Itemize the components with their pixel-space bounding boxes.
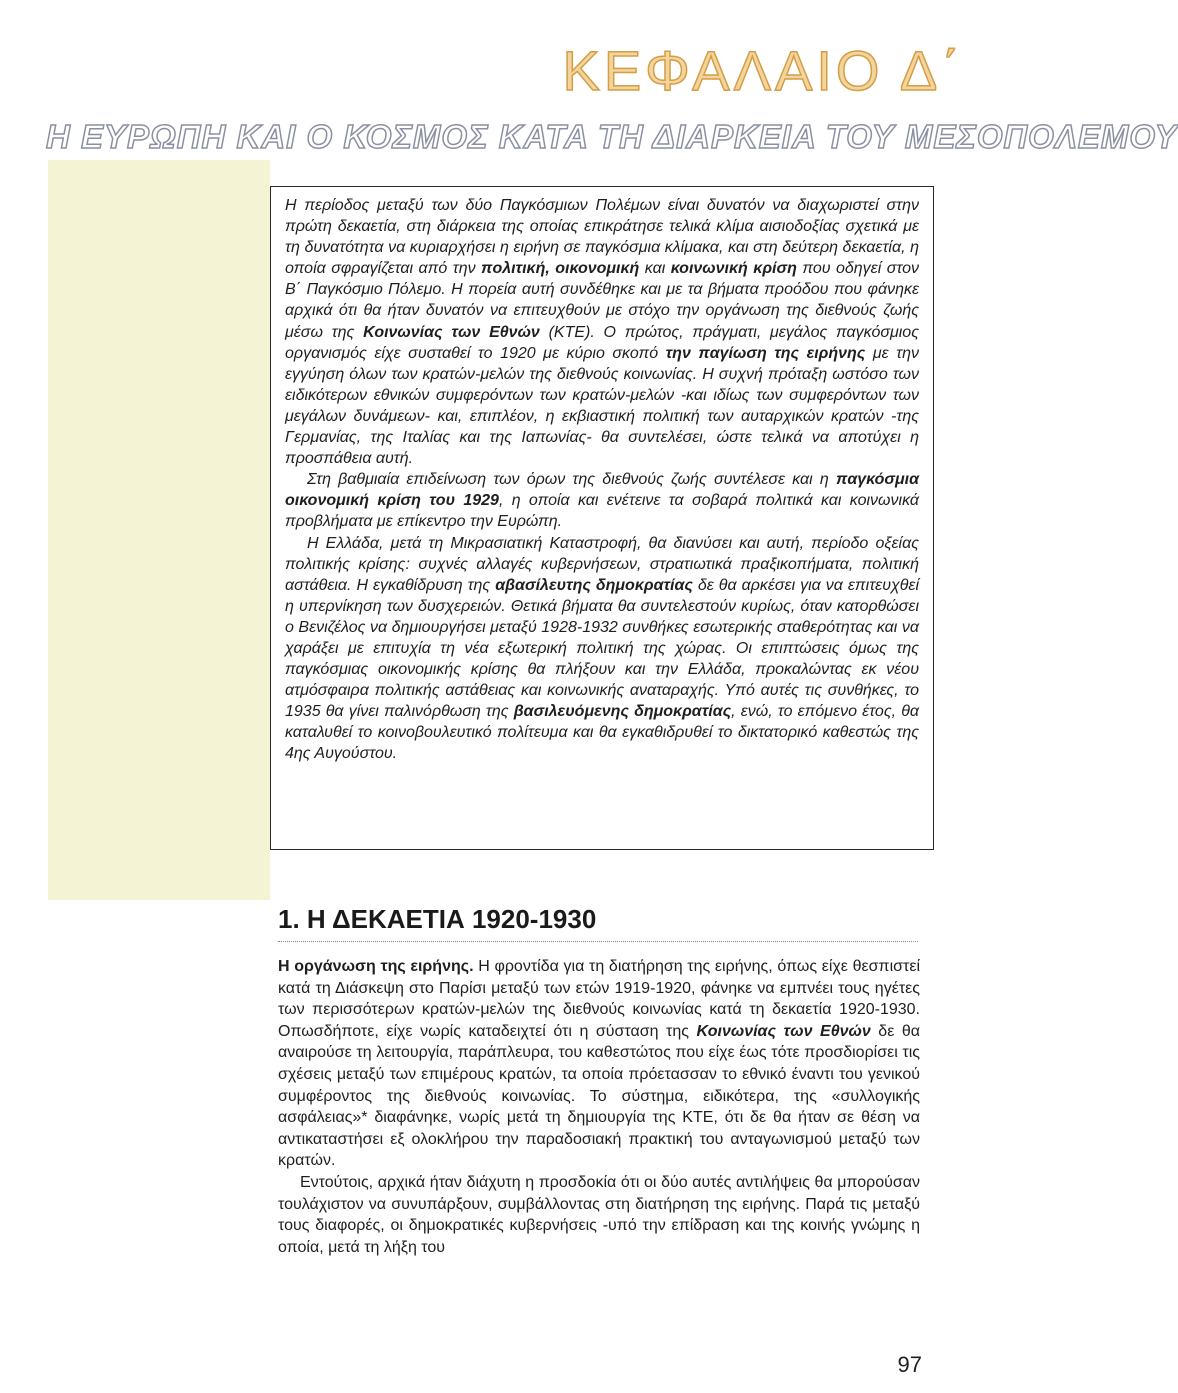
intro-box [270,186,934,850]
body-paragraph-1 [278,956,920,1172]
intro-paragraph-2 [285,469,919,532]
text-run: (ΚΤΕ). Ο πρώτος, πράγματι, μεγάλος παγκόσμιος οργανισμός είχε συσταθεί το 1920 με κύριο σκοπό [285,323,919,362]
bold-term: Κοινωνίας των Εθνών [696,1022,871,1040]
body-paragraph-2: Εντούτοις, αρχικά ήταν διάχυτη η προσδοκία ότι οι δύο αυτές αντιλήψεις θα μπορούσαν τουλάχιστον να συνυπάρξουν, συμβάλλοντας στη διατήρηση της ειρήνης. Παρά τις μεταξύ τους διαφορές, οι δημοκρατικές κυβερνήσεις -υπό την επίδραση και της κοινής γνώμης η οποία, μετά τη λήξη του [278,1173,920,1256]
paragraph-subheading: Η οργάνωση της ειρήνης. [278,958,474,975]
decorative-side-strip [48,160,270,900]
page-number: 97 [897,1352,922,1377]
text-run: που οδηγεί στον Β΄ Παγκόσμιο Πόλεμο. Η πορεία αυτή συνδέθηκε και με τα βήματα προόδου που φάνηκε αρχικά ότι θα ήταν δυνατόν να επιτευχθούν με στόχο την οργάνωση της διεθνούς ζωής μέσω της [285,260,920,341]
intro-paragraph-1 [285,195,919,469]
text-run: δε θα αρκέσει για να επιτευχθεί η υπερνίκηση των δυσχερειών. Θετικά βήματα θα συντελεστούν κυρίως, όταν κατορθώσει ο Βενιζέλος να δημιουργήσει μεταξύ 1928-1932 συνθήκες εσωτερικής σταθερότητας και να χαράξει με επιτυχία τη νέα εξωτερική πολιτική της χώρας. Οι επιπτώσεις όμως της παγκόσμιας οικονομικής κρίσης θα πλήξουν και την Ελλάδα, προκαλώντας εκ νέου ατμόσφαιρα πολιτικής αστάθειας και κοινωνικής αναταραχής. Υπό αυτές τις συνθήκες, το 1935 θα γίνει παλινόρθωση της [285,576,920,721]
bold-term: πολιτική, οικονομική [481,260,640,278]
text-run: Η περίοδος μεταξύ των δύο Παγκόσμιων Πολέμων είναι δυνατόν να διαχωριστεί στην πρώτη δεκαετία, στη διάρκεια της οποίας επικράτησε τελικά κλίμα αισιοδοξίας σχετικά με τη δυνατότητα να κυριαρχήσει η ειρήνη σε παγκόσμια κλίμακα, και στη δεύτερη δεκαετία, η οποία σφραγίζεται από την [285,197,919,278]
text-run: , ενώ, το επόμενο έτος, θα καταλυθεί το κοινοβουλευτικό πολίτευμα και θα εγκαθιδρυθεί το δικτατορικό καθεστώς της 4ης Αυγούστου. [285,703,920,763]
bold-term: βασιλευόμενης δημοκρατίας [513,703,732,721]
text-run: δε θα αναιρούσε τη λειτουργία, παράπλευρα, του καθεστώτος που είχε έως τότε προσδιορίσει τις σχέσεις μεταξύ των επιμέρους κρατών, τα οποία πρόετασσαν το εθνικό έναντι του γενικού συμφέροντος της διεθνούς κοινωνίας. Το σύστημα, ειδικότερα, της «συλλογικής ασφάλειας»* διαφάνηκε, νωρίς μετά τη δημιουργία της ΚΤΕ, ότι δε θα ήταν σε θέση να αντικαταστήσει εξ ολοκλήρου την παραδοσιακή πρακτική του ανταγωνισμού μεταξύ των κρατών. [278,1022,921,1170]
section-heading: 1. Η ΔΕΚΑΕΤΙΑ 1920-1930 [278,904,918,942]
bold-term: την παγίωση της ειρήνης [665,344,866,362]
text-run: Η φροντίδα για τη διατήρηση της ειρήνης, όπως είχε θεσπιστεί κατά τη Διάσκεψη στο Παρίσι μεταξύ των ετών 1919-1920, φάνηκε να εμπνέει τους ηγέτες των περισσότερων κρατών-μελών της διεθνούς κοινωνίας κατά τη δεκαετία 1920-1930. Οπωσδήποτε, είχε νωρίς καταδειχτεί ότι η σύσταση της [278,958,921,1040]
bold-term: παγκόσμια οικονομική κρίση του 1929 [285,471,919,510]
bold-term: Κοινωνίας των Εθνών [363,323,540,341]
text-run: Στη βαθμιαία επιδείνωση των όρων της διεθνούς ζωής συντέλεσε και η [307,471,836,489]
text-run: και [639,260,671,278]
text-run: Η Ελλάδα, μετά τη Μικρασιατική Καταστροφή, θα διανύσει και αυτή, περίοδο οξείας πολιτικής κρίσης: συχνές αλλαγές κυβερνήσεων, στρατιωτικά πραξικοπήματα, πολιτική αστάθεια. Η εγκαθίδρυση της [285,534,919,594]
chapter-title: Η ΕΥΡΩΠΗ ΚΑΙ Ο ΚΟΣΜΟΣ ΚΑΤΑ ΤΗ ΔΙΑΡΚΕΙΑ ΤΟΥ ΜΕΣΟΠΟΛΕΜΟΥ [46,118,1178,155]
intro-paragraph-3 [285,533,919,765]
text-run: , η οποία και ενέτεινε τα σοβαρά πολιτικά και κοινωνικά προβλήματα με επίκεντρο την Ευρώπη. [285,492,919,531]
text-run: με την εγγύηση όλων των κρατών-μελών της διεθνούς κοινωνίας. Η συχνή πρόταξη ωστόσο των ειδικότερων εθνικών συμφερόντων των κρατών-μελών -και ιδίως των συμφερόντων των μεγάλων δυνάμεων- και, επιπλέον, η εκβιαστική πολιτική των αυταρχικών κρατών -της Γερμανίας, της Ιταλίας και της Ιαπωνίας- θα συντελέσει, ώστε τελικά να αποτύχει η προσπάθεια αυτή. [285,344,919,468]
section-body [278,956,920,1258]
bold-term: κοινωνική κρίση [670,260,797,278]
bold-term: αβασίλευτης δημοκρατίας [495,576,693,594]
chapter-label: ΚΕΦΑΛΑΙΟ Δ΄ [562,39,964,102]
